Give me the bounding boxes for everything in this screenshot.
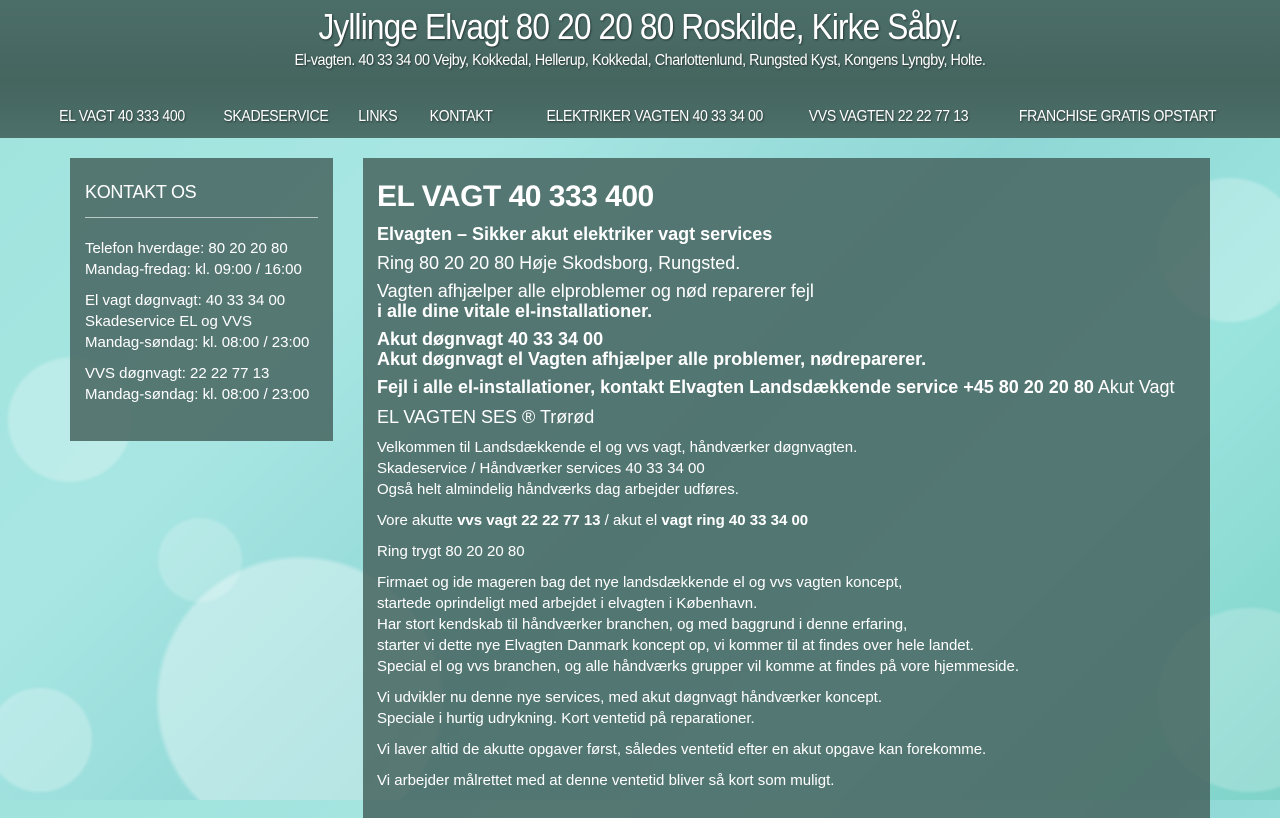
vagten-line: i alle dine vitale el-installationer.: [377, 301, 653, 321]
udvikler-line: Speciale i hurtig udrykning. Kort ventetid på reparationer.: [377, 710, 755, 727]
nav-kontakt[interactable]: KONTAKT: [429, 108, 493, 125]
welcome-line: Skadeservice / Håndværker services 40 33 34 00: [377, 460, 705, 477]
fejl-paragraph: [377, 377, 1196, 397]
laver-paragraph: Vi laver altid de akutte opgaver først, således ventetid efter en akut opgave kan forekomme.: [377, 741, 987, 758]
contact-line: Mandag-søndag: kl. 08:00 / 23:00: [85, 386, 310, 403]
contact-line: VVS døgnvagt: 22 22 77 13: [85, 365, 270, 382]
nav-el-vagt[interactable]: EL VAGT 40 333 400: [59, 108, 186, 125]
ses-line: EL VAGTEN SES ® Trørød: [377, 407, 595, 427]
site-subtitle: El-vagten. 40 33 34 00 Vejby, Kokkedal, Hellerup, Kokkedal, Charlottenlund, Rungsted Kyst, Kongens Lyngby, Holte.: [294, 52, 986, 69]
main-content: [363, 158, 1210, 818]
nav-franchise[interactable]: FRANCHISE GRATIS OPSTART: [1018, 108, 1216, 125]
main-nav: [18, 108, 1216, 126]
contact-line: Telefon hverdage: 80 20 20 80: [85, 240, 288, 257]
el-vagt-number: vagt ring 40 33 34 00: [661, 512, 809, 529]
contact-block-el: [85, 290, 318, 353]
tagline: Elvagten – Sikker akut elektriker vagt services: [377, 224, 773, 244]
site-header: [0, 0, 1280, 138]
contact-sidebar: [70, 158, 333, 441]
contact-line: Mandag-fredag: kl. 09:00 / 16:00: [85, 261, 302, 278]
akut-line: Akut døgnvagt 40 33 34 00: [377, 329, 604, 349]
akut-line: Akut døgnvagt el Vagten afhjælper alle problemer, nødreparerer.: [377, 349, 927, 369]
akut-paragraph: [377, 329, 1196, 369]
site-title[interactable]: Jyllinge Elvagt 80 20 20 80 Roskilde, Kirke Såby.: [318, 6, 962, 47]
sidebar-title: KONTAKT OS: [85, 182, 318, 218]
contact-line: Skadeservice EL og VVS: [85, 313, 253, 330]
nav-vvs-vagten[interactable]: VVS VAGTEN 22 22 77 13: [808, 108, 968, 125]
firma-line: starter vi dette nye Elvagten Danmark koncept op, vi kommer til at findes over hele landet.: [377, 637, 974, 654]
udvikler-paragraph: [377, 687, 1196, 729]
welcome-paragraph: [377, 437, 1196, 500]
firma-line: Har stort kendskab til håndværker branchen, og med baggrund i denne erfaring,: [377, 616, 908, 633]
contact-line: El vagt døgnvagt: 40 33 34 00: [85, 292, 286, 309]
firma-paragraph: [377, 572, 1196, 677]
welcome-line: Velkommen til Landsdækkende el og vvs vagt, håndværker døgnvagten.: [377, 439, 858, 456]
nav-links[interactable]: LINKS: [358, 108, 397, 125]
contact-block-vvs: [85, 363, 318, 405]
arbejder-paragraph: Vi arbejder målrettet med at denne ventetid bliver så kort som muligt.: [377, 772, 835, 789]
welcome-line: Også helt almindelig håndværks dag arbejder udføres.: [377, 481, 739, 498]
vore-paragraph: [377, 510, 1196, 531]
ring-trygt: Ring trygt 80 20 20 80: [377, 543, 525, 560]
contact-block-weekday: [85, 238, 318, 280]
page-title: EL VAGT 40 333 400: [377, 180, 654, 213]
ring-line: Ring 80 20 20 80 Høje Skodsborg, Rungsted.: [377, 253, 741, 273]
udvikler-line: Vi udvikler nu denne nye services, med akut døgnvagt håndværker koncept.: [377, 689, 883, 706]
fejl-rest: Akut Vagt: [1093, 377, 1175, 397]
vore-pre: Vore akutte: [377, 512, 458, 529]
nav-skadeservice[interactable]: SKADESERVICE: [223, 108, 329, 125]
vagten-paragraph: [377, 281, 1196, 321]
firma-line: startede oprindeligt med arbejdet i elvagten i København.: [377, 595, 758, 612]
vvs-vagt-number: vvs vagt 22 22 77 13: [457, 512, 601, 529]
firma-line: Firmaet og ide mageren bag det nye landsdækkende el og vvs vagten koncept,: [377, 574, 903, 591]
contact-line: Mandag-søndag: kl. 08:00 / 23:00: [85, 334, 310, 351]
vore-mid: / akut el: [600, 512, 662, 529]
fejl-bold: Fejl i alle el-installationer, kontakt Elvagten Landsdækkende service +45 80 20 20 80: [377, 377, 1094, 397]
nav-elektriker-vagten[interactable]: ELEKTRIKER VAGTEN 40 33 34 00: [546, 108, 763, 125]
vagten-line: Vagten afhjælper alle elproblemer og nød reparerer fejl: [377, 281, 814, 301]
firma-line: Special el og vvs branchen, og alle håndværks grupper vil komme at findes på vore hjemmeside.: [377, 658, 1019, 675]
